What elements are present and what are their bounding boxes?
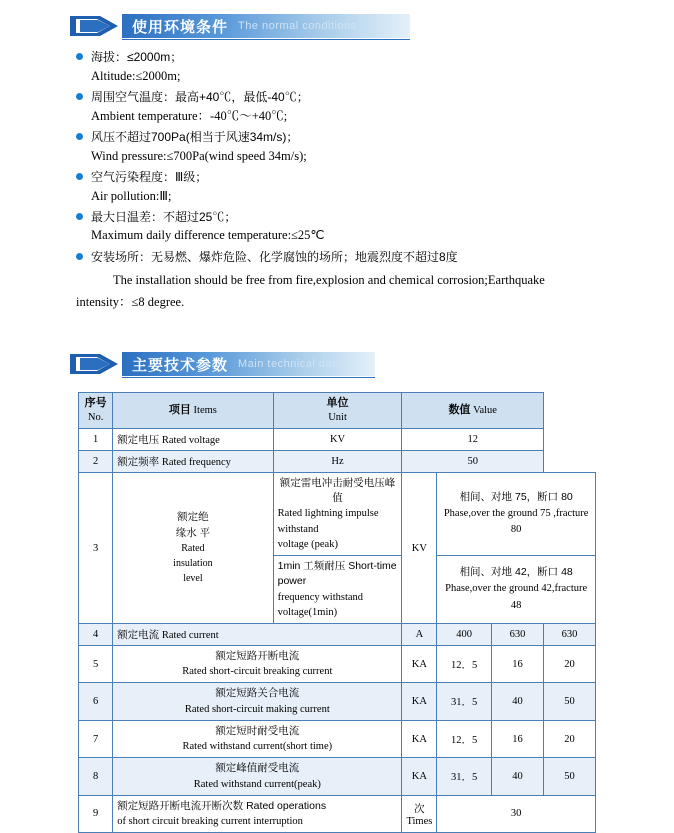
col-header-unit-cn: 单位 [326,397,349,409]
table-row [79,451,596,473]
conditions-paragraph-line1 [76,270,616,291]
row-item-en: of short circuit breaking current interruption [117,815,303,827]
table-row [79,645,596,682]
col-header-no-en: No. [87,411,104,423]
col-header-item-en: Items [193,404,217,416]
row-item-cn: 额定电压 [117,434,160,447]
col-header-value-en: Value [473,404,497,416]
row-subitem-label [273,473,402,556]
section-header-conditions [70,14,410,38]
row-value-2: 40 [492,758,544,795]
list-item [76,208,616,246]
condition-text-en: Air pollution:Ⅲ; [91,188,172,203]
table-row [79,795,596,832]
col-header-item-cn: 项目 [168,403,191,416]
row-value-cn: 相间、对地 42，断口 48 [459,566,573,579]
col-header-unit-en: Unit [328,411,347,423]
group-label-cn-2: 缘水 平 [175,526,211,539]
header-underline [122,39,410,40]
bullet-icon [76,253,83,260]
row-item-en: Rated short-circuit making current [184,703,330,715]
table-row [79,720,596,757]
condition-text-cn: 海拔：≤2000m； [91,50,183,64]
bullet-icon [76,53,83,60]
row-no: 7 [79,720,113,757]
condition-text-cn: 风压不超过700Pa(相当于风速34m/s)； [91,129,299,144]
row-item-cn: 额定短路开断电流开断次数 Rated operations [117,799,327,812]
condition-text-cn: 周围空气温度：最高+40℃，最低-40℃； [91,89,309,104]
col-header-no [79,393,113,429]
section-title-cn: 主要技术参数 [132,356,229,374]
subitem-label-en-2: voltage (peak) [277,538,338,550]
row-value [437,473,596,556]
row-value-2: 16 [492,645,544,682]
header-underline [122,377,375,378]
row-value: 12 [402,429,544,451]
section-title-en: Main technical data [238,358,343,370]
condition-text-cn: 最大日温差：不超过25℃； [91,209,237,224]
row-item [113,645,402,682]
row-unit: KV [402,473,437,624]
table-row [79,758,596,795]
row-item-cn: 额定短时耐受电流 [215,724,300,737]
bullet-icon [76,213,83,220]
row-subitem-label [273,556,402,624]
row-item-en: Rated frequency [161,457,231,469]
row-item-en: Rated short-circuit breaking current [182,666,333,678]
row-item-cn: 额定短路关合电流 [215,687,300,700]
row-value-3: 630 [543,623,595,645]
row-value-1: 400 [437,623,492,645]
col-header-no-cn: 序号 [84,397,107,409]
condition-text-en: Ambient temperature：-40℃～+40℃; [91,108,288,123]
row-unit: Hz [273,451,402,473]
col-header-item [113,393,273,429]
row-unit [402,795,437,832]
row-value-3: 20 [543,645,595,682]
row-value-1: 31．5 [437,683,492,720]
row-value-1: 31．5 [437,758,492,795]
header-arrow-icon [70,14,122,38]
subitem-label-en-1: Rated lightning impulse withstand [277,508,379,535]
group-label-cn-1: 额定绝 [177,510,209,523]
row-value-1: 12．5 [437,645,492,682]
row-no: 4 [79,623,113,645]
technical-data-table [78,392,596,833]
list-item [76,88,616,126]
col-header-value [402,393,544,429]
row-no: 2 [79,451,113,473]
paragraph-text: intensity：≤8 degree. [76,294,185,309]
table-row [79,473,596,556]
table-row [79,683,596,720]
row-no: 8 [79,758,113,795]
row-unit: KA [402,683,437,720]
list-item [76,128,616,166]
row-item-cn: 额定峰值耐受电流 [215,762,300,775]
group-label-en-2: insulation [173,558,213,570]
technical-data-table-wrapper [78,392,596,833]
row-item-cn: 额定短路开断电流 [215,649,300,662]
row-value [437,556,596,624]
row-value-en: Phase,over the ground 75 ,fracture 80 [443,507,589,536]
header-bar [122,14,410,38]
row-unit: KA [402,645,437,682]
subitem-label-cn: 额定雷电冲击耐受电压峰值 [279,477,396,505]
row-value: 30 [437,795,596,832]
row-unit-en: Times [406,815,433,827]
row-no: 3 [79,473,113,624]
section-header-technical-data [70,352,375,376]
row-unit-cn: 次 [414,802,425,815]
table-row [79,623,596,645]
row-value-2: 630 [492,623,544,645]
table-header-row [79,393,596,429]
row-unit: KA [402,758,437,795]
paragraph-text: The installation should be free from fire,explosion and chemical corrosion;Earthquake [113,273,545,288]
row-unit: A [402,623,437,645]
bullet-icon [76,93,83,100]
row-value-3: 50 [543,683,595,720]
condition-text-en: Wind pressure:≤700Pa(wind speed 34m/s); [91,148,307,163]
list-item [76,248,616,267]
row-no: 6 [79,683,113,720]
row-item [113,429,273,451]
row-item-cn: 额定频率 [117,456,160,469]
group-label-en-1: Rated [181,543,205,555]
row-value-en: Phase,over the ground 42,fracture 48 [445,583,588,611]
conditions-paragraph-line2 [76,292,616,313]
subitem-label-cn: 1min 工频耐压 Short-time power [277,560,397,588]
row-unit: KA [402,720,437,757]
row-item [113,623,402,645]
col-header-unit [273,393,402,429]
bullet-icon [76,133,83,140]
row-value-2: 40 [492,683,544,720]
row-value: 50 [402,451,544,473]
row-value-1: 12．5 [437,720,492,757]
conditions-list [76,48,616,313]
row-item [113,451,273,473]
row-value-2: 16 [492,720,544,757]
row-value-3: 50 [543,758,595,795]
header-bar [122,352,375,376]
list-item [76,168,616,206]
condition-text-en: Maximum daily difference temperature:≤25℃ [91,228,325,243]
condition-text-en: Altitude:≤2000m; [91,68,181,83]
row-value-3: 20 [543,720,595,757]
subitem-label-en-1: frequency withstand voltage(1min) [277,591,364,618]
row-item [113,720,402,757]
header-arrow-icon [70,352,122,376]
section-title-cn: 使用环境条件 [132,18,229,36]
table-row [79,429,596,451]
row-no: 9 [79,795,113,832]
row-item-en: Rated current [161,629,219,641]
bullet-icon [76,173,83,180]
row-no: 1 [79,429,113,451]
group-label-en-3: level [183,573,203,585]
row-item-group-label [113,473,273,624]
row-no: 5 [79,645,113,682]
condition-text-cn: 空气污染程度：Ⅲ级； [91,169,208,184]
row-item [113,795,402,832]
row-item-cn: 额定电流 [117,628,160,641]
section-title-en: The normal conditions [238,20,357,32]
row-item-en: Rated voltage [161,435,220,447]
row-item-en: Rated withstand current(peak) [193,778,321,790]
list-item [76,48,616,86]
col-header-value-cn: 数值 [448,403,471,416]
row-unit: KV [273,429,402,451]
row-item [113,683,402,720]
row-value-cn: 相间、对地 75，断口 80 [459,490,573,503]
condition-text-cn: 安装场所：无易燃、爆炸危险、化学腐蚀的场所；地震烈度不超过8度 [91,249,458,264]
row-item [113,758,402,795]
row-item-en: Rated withstand current(short time) [182,741,333,753]
